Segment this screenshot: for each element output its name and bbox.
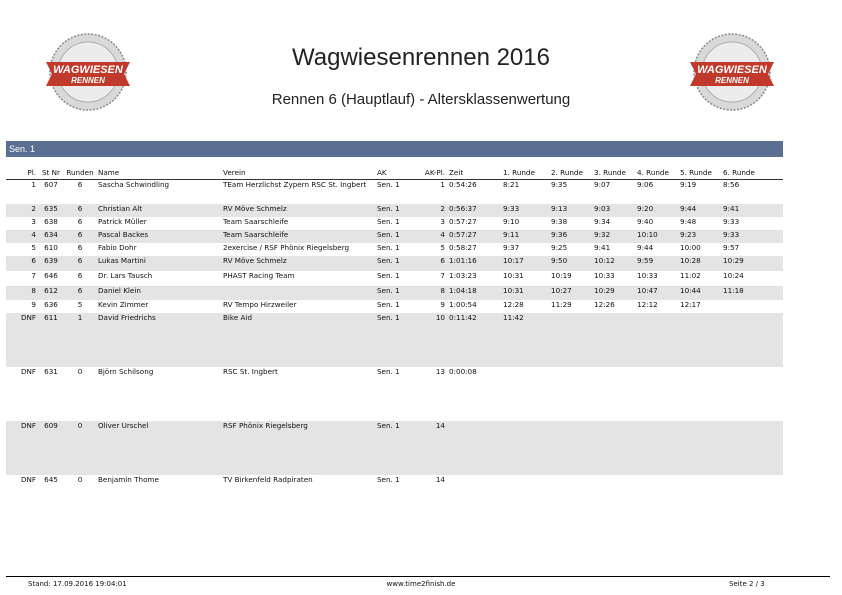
- logo-text-top: WAGWIESEN: [53, 64, 123, 76]
- name-cell: Sascha Schwindling: [98, 180, 170, 189]
- lap-5-cell: 9:23: [678, 230, 721, 243]
- age-class-place-cell: 4: [413, 230, 447, 243]
- age-class-place-cell: 5: [440, 242, 445, 252]
- lap-4-cell: 9:59: [635, 256, 678, 271]
- place-cell: 5: [31, 242, 36, 252]
- lap-5-cell: 10:00: [680, 242, 701, 252]
- lap-5-cell: [678, 475, 721, 529]
- age-class-cell: Sen. 1: [375, 204, 413, 217]
- age-class-cell: Sen. 1: [377, 216, 400, 226]
- age-class-cell: Sen. 1: [375, 286, 413, 300]
- column-header: Verein: [221, 166, 375, 180]
- age-class-place-cell: 2: [413, 204, 447, 217]
- lap-1-cell: 8:21: [503, 180, 520, 189]
- lap-3-cell: 12:26: [594, 299, 615, 309]
- lap-2-cell: 11:29: [551, 299, 572, 309]
- column-header: Pl.: [6, 166, 38, 180]
- lap-6-cell: 9:57: [723, 242, 740, 252]
- laps-cell: 1: [64, 313, 96, 367]
- lap-6-cell: [721, 421, 783, 475]
- lap-2-cell: [549, 475, 592, 529]
- column-header: AK: [375, 166, 413, 180]
- lap-5-cell: 10:28: [678, 256, 721, 271]
- table-row: [6, 271, 783, 286]
- lap-3-cell: [592, 313, 635, 367]
- laps-cell: 6: [77, 270, 83, 280]
- time-cell: 0:57:27: [447, 230, 501, 243]
- lap-3-cell: 9:07: [594, 180, 611, 189]
- club-cell: 2exercise / RSF Phönix Riegelsberg: [223, 242, 350, 252]
- lap-6-cell: [721, 313, 783, 367]
- age-class-cell: Sen. 1: [375, 256, 413, 271]
- lap-4-cell: 9:40: [637, 216, 654, 226]
- laps-cell: 0: [64, 421, 96, 475]
- column-header: AK-Pl.: [413, 166, 447, 180]
- name-cell: Lukas Martini: [96, 256, 221, 271]
- club-cell: RV Möve Schmelz: [221, 204, 375, 217]
- lap-1-cell: 9:10: [503, 216, 520, 226]
- age-class-cell: Sen. 1: [375, 230, 413, 243]
- lap-3-cell: 9:34: [594, 216, 611, 226]
- column-header: Zeit: [447, 166, 501, 180]
- table-row: [6, 256, 783, 271]
- lap-5-cell: [678, 421, 721, 475]
- age-class-place-cell: 8: [413, 286, 447, 300]
- place-cell: DNF: [20, 474, 36, 484]
- lap-2-cell: 9:25: [551, 242, 568, 252]
- lap-3-cell: 9:03: [592, 204, 635, 217]
- column-header: Name: [96, 166, 221, 180]
- column-header: 5. Runde: [678, 166, 721, 180]
- age-class-cell: Sen. 1: [377, 299, 400, 309]
- time-cell: 0:56:37: [447, 204, 501, 217]
- age-class-cell: Sen. 1: [377, 180, 400, 189]
- logo-text-bottom: RENNEN: [715, 76, 749, 85]
- lap-2-cell: 10:19: [551, 270, 572, 280]
- lap-4-cell: 9:06: [637, 180, 654, 189]
- lap-4-cell: 10:33: [637, 270, 658, 280]
- name-cell: Daniel Klein: [96, 286, 221, 300]
- lap-2-cell: [549, 313, 592, 367]
- place-cell: DNF: [6, 313, 38, 367]
- table-row: [6, 475, 783, 529]
- lap-5-cell: 10:44: [678, 286, 721, 300]
- footer-divider: [6, 576, 830, 577]
- club-cell: Team Saarschleife: [221, 230, 375, 243]
- lap-1-cell: 9:11: [501, 230, 549, 243]
- lap-5-cell: [678, 367, 721, 421]
- lap-4-cell: 9:20: [635, 204, 678, 217]
- club-cell: RSC St. Ingbert: [223, 366, 278, 376]
- column-header: 3. Runde: [592, 166, 635, 180]
- lap-1-cell: 9:37: [503, 242, 520, 252]
- table-row: [6, 313, 783, 367]
- laps-cell: 6: [77, 216, 83, 226]
- lap-6-cell: 10:29: [721, 256, 783, 271]
- place-cell: 6: [6, 256, 38, 271]
- lap-6-cell: 9:33: [721, 230, 783, 243]
- logo-text-top: WAGWIESEN: [697, 64, 767, 76]
- age-group-header: Sen. 1: [6, 141, 783, 157]
- lap-2-cell: 9:35: [551, 180, 568, 189]
- start-number-cell: 612: [38, 286, 64, 300]
- lap-4-cell: 10:47: [635, 286, 678, 300]
- start-number-cell: 645: [44, 474, 58, 484]
- lap-1-cell: [501, 475, 549, 529]
- time-cell: [447, 475, 501, 529]
- lap-5-cell: 11:02: [680, 270, 701, 280]
- lap-6-cell: 9:41: [721, 204, 783, 217]
- name-cell: Kevin Zimmer: [98, 299, 149, 309]
- time-cell: 0:58:27: [449, 242, 477, 252]
- table-row: [6, 300, 783, 313]
- lap-5-cell: 9:44: [678, 204, 721, 217]
- start-number-cell: 609: [38, 421, 64, 475]
- laps-cell: 6: [64, 286, 96, 300]
- club-cell: TV Birkenfeld Radpiraten: [223, 474, 313, 484]
- table-row: [6, 286, 783, 300]
- laps-cell: 6: [77, 180, 83, 189]
- lap-1-cell: 10:17: [501, 256, 549, 271]
- footer-page-number: Seite 2 / 3: [729, 580, 765, 588]
- lap-4-cell: [635, 475, 678, 529]
- lap-2-cell: 9:38: [551, 216, 568, 226]
- club-cell: Team Saarschleife: [223, 216, 289, 226]
- lap-2-cell: 10:27: [549, 286, 592, 300]
- column-header: 2. Runde: [549, 166, 592, 180]
- name-cell: Fabio Dohr: [98, 242, 137, 252]
- logo-text-bottom: RENNEN: [71, 76, 105, 85]
- start-number-cell: 646: [44, 270, 58, 280]
- place-cell: DNF: [20, 366, 36, 376]
- lap-1-cell: [501, 421, 549, 475]
- time-cell: 1:00:54: [449, 299, 477, 309]
- lap-6-cell: 9:33: [723, 216, 740, 226]
- page-title: Wagwiesenrennen 2016: [292, 44, 550, 71]
- column-header: 4. Runde: [635, 166, 678, 180]
- lap-2-cell: 9:13: [549, 204, 592, 217]
- lap-1-cell: 10:31: [501, 286, 549, 300]
- table-row: [6, 217, 783, 230]
- name-cell: Christian Alt: [96, 204, 221, 217]
- lap-6-cell: [721, 475, 783, 529]
- laps-cell: 5: [77, 299, 83, 309]
- age-class-place-cell: 1: [440, 180, 445, 189]
- lap-3-cell: [592, 421, 635, 475]
- laps-cell: 6: [64, 230, 96, 243]
- age-class-cell: Sen. 1: [375, 421, 413, 475]
- name-cell: David Friedrichs: [96, 313, 221, 367]
- start-number-cell: 639: [38, 256, 64, 271]
- name-cell: Björn Schilsong: [98, 366, 154, 376]
- table-row: [6, 230, 783, 243]
- lap-4-cell: 12:12: [637, 299, 658, 309]
- age-class-place-cell: 10: [413, 313, 447, 367]
- lap-1-cell: 10:31: [503, 270, 524, 280]
- page-subtitle: Rennen 6 (Hauptlauf) - Altersklassenwertung: [271, 91, 571, 108]
- lap-4-cell: [635, 367, 678, 421]
- start-number-cell: 610: [44, 242, 58, 252]
- lap-3-cell: 10:29: [592, 286, 635, 300]
- table-header-row: [6, 166, 783, 180]
- age-class-place-cell: 9: [440, 299, 445, 309]
- age-class-place-cell: 13: [435, 366, 445, 376]
- time-cell: 0:11:42: [447, 313, 501, 367]
- age-class-cell: Sen. 1: [377, 242, 400, 252]
- table-row: [6, 243, 783, 256]
- lap-4-cell: [635, 421, 678, 475]
- name-cell: Pascal Backes: [96, 230, 221, 243]
- start-number-cell: 636: [44, 299, 58, 309]
- lap-6-cell: 10:24: [723, 270, 744, 280]
- lap-4-cell: 9:44: [637, 242, 654, 252]
- laps-cell: 6: [77, 242, 83, 252]
- age-class-place-cell: 6: [413, 256, 447, 271]
- age-class-cell: Sen. 1: [375, 313, 413, 367]
- place-cell: 9: [31, 299, 36, 309]
- start-number-cell: 631: [44, 366, 58, 376]
- club-cell: TEam Herzlichst Zypern RSC St. Ingbert: [223, 180, 367, 189]
- lap-6-cell: 11:18: [721, 286, 783, 300]
- time-cell: 1:01:16: [447, 256, 501, 271]
- name-cell: Dr. Lars Tausch: [98, 270, 153, 280]
- lap-1-cell: 9:33: [501, 204, 549, 217]
- laps-cell: 6: [64, 256, 96, 271]
- club-cell: RV Möve Schmelz: [221, 256, 375, 271]
- name-cell: Oliver Urschel: [96, 421, 221, 475]
- lap-5-cell: 9:48: [680, 216, 697, 226]
- place-cell: 1: [31, 180, 36, 189]
- lap-6-cell: 8:56: [723, 180, 740, 189]
- age-class-cell: Sen. 1: [377, 270, 400, 280]
- place-cell: 8: [6, 286, 38, 300]
- name-cell: Benjamin Thome: [98, 474, 159, 484]
- club-cell: RV Tempo Hirzweiler: [223, 299, 297, 309]
- start-number-cell: 611: [38, 313, 64, 367]
- lap-3-cell: 9:32: [592, 230, 635, 243]
- lap-3-cell: 10:33: [594, 270, 615, 280]
- lap-2-cell: 9:36: [549, 230, 592, 243]
- column-header: Runden: [64, 166, 96, 180]
- footer-timestamp: Stand: 17.09.2016 19:04:01: [28, 580, 127, 588]
- table-row: [6, 421, 783, 475]
- name-cell: Patrick Müller: [98, 216, 147, 226]
- laps-cell: 6: [64, 204, 96, 217]
- column-header: St Nr: [38, 166, 64, 180]
- column-header: 6. Runde: [721, 166, 783, 180]
- column-header: 1. Runde: [501, 166, 549, 180]
- age-class-cell: Sen. 1: [377, 474, 400, 484]
- lap-6-cell: [721, 367, 783, 421]
- lap-3-cell: 9:41: [594, 242, 611, 252]
- lap-5-cell: 9:19: [680, 180, 697, 189]
- age-class-place-cell: 3: [440, 216, 445, 226]
- place-cell: 3: [31, 216, 36, 226]
- table-row: [6, 204, 783, 217]
- start-number-cell: 635: [38, 204, 64, 217]
- time-cell: [447, 421, 501, 475]
- lap-4-cell: 10:10: [635, 230, 678, 243]
- place-cell: DNF: [6, 421, 38, 475]
- club-cell: RSF Phönix Riegelsberg: [221, 421, 375, 475]
- lap-1-cell: 12:28: [503, 299, 524, 309]
- lap-2-cell: 9:50: [549, 256, 592, 271]
- lap-3-cell: [592, 367, 635, 421]
- table-row: [6, 367, 783, 421]
- club-cell: Bike Aid: [221, 313, 375, 367]
- time-cell: 0:54:26: [449, 180, 477, 189]
- lap-4-cell: [635, 313, 678, 367]
- lap-5-cell: [678, 313, 721, 367]
- club-cell: [221, 286, 375, 300]
- lap-6-cell: [721, 300, 783, 313]
- start-number-cell: 634: [38, 230, 64, 243]
- time-cell: 0:00:08: [449, 366, 477, 376]
- lap-3-cell: [592, 475, 635, 529]
- results-table: [6, 166, 783, 529]
- lap-1-cell: [501, 367, 549, 421]
- lap-1-cell: 11:42: [501, 313, 549, 367]
- lap-5-cell: 12:17: [680, 299, 701, 309]
- age-class-place-cell: 14: [413, 421, 447, 475]
- time-cell: 1:03:23: [449, 270, 477, 280]
- start-number-cell: 638: [44, 216, 58, 226]
- lap-2-cell: [549, 367, 592, 421]
- place-cell: 7: [31, 270, 36, 280]
- table-row: [6, 180, 783, 204]
- age-class-cell: Sen. 1: [377, 366, 400, 376]
- place-cell: 4: [6, 230, 38, 243]
- results-body: [6, 180, 783, 529]
- footer-website: www.time2finish.de: [386, 580, 456, 588]
- place-cell: 2: [6, 204, 38, 217]
- age-class-place-cell: 14: [435, 474, 445, 484]
- start-number-cell: 607: [44, 180, 58, 189]
- lap-2-cell: [549, 421, 592, 475]
- laps-cell: 0: [77, 366, 83, 376]
- time-cell: 0:57:27: [449, 216, 477, 226]
- lap-3-cell: 10:12: [592, 256, 635, 271]
- club-cell: PHAST Racing Team: [223, 270, 295, 280]
- time-cell: 1:04:18: [447, 286, 501, 300]
- laps-cell: 0: [77, 474, 83, 484]
- age-class-place-cell: 7: [440, 270, 445, 280]
